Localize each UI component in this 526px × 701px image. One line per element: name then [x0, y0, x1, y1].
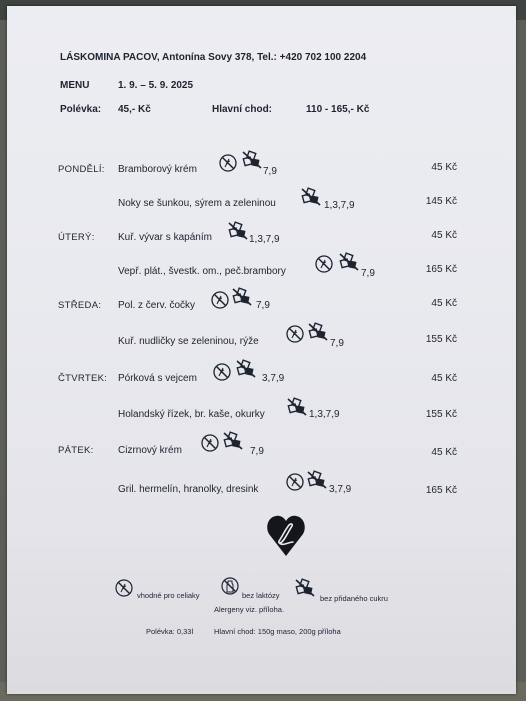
allergens: 7,9 — [361, 268, 375, 279]
soup-label: Polévka: — [60, 104, 102, 115]
lactose-free-icon — [220, 576, 240, 596]
day-label-tuesday: ÚTERÝ: — [58, 232, 95, 243]
gluten-free-icon — [212, 362, 232, 382]
dish-name: Bramborový krém — [118, 164, 197, 175]
day-label-wednesday: STŘEDA: — [58, 300, 102, 311]
gluten-free-icon — [285, 472, 305, 492]
dish-price: 45 Kč — [431, 162, 457, 173]
dish-price: 165 Kč — [425, 264, 457, 275]
gluten-free-icon — [285, 324, 305, 344]
sugar-free-icon — [294, 578, 316, 598]
legend-lactose-label: bez laktózy — [242, 591, 280, 600]
allergens: 7,9 — [263, 166, 277, 177]
sugar-free-icon — [231, 287, 253, 307]
menu-label: MENU — [60, 80, 90, 91]
heart-logo-icon — [266, 512, 306, 558]
dish-price: 45 Kč — [431, 230, 457, 241]
gluten-free-icon — [200, 433, 220, 453]
dish-name: Vepř. plát., švestk. om., peč.brambory — [118, 266, 286, 277]
dish-name: Pórková s vejcem — [118, 373, 197, 384]
dish-price: 155 Kč — [425, 334, 457, 345]
day-label-thursday: ČTVRTEK: — [58, 373, 108, 384]
sugar-free-icon — [222, 431, 244, 451]
gluten-free-icon — [218, 153, 238, 173]
legend-celiac-label: vhodné pro celiaky — [137, 591, 200, 600]
day-label-monday: PONDĚLÍ: — [58, 164, 105, 175]
allergens: 7,9 — [256, 300, 270, 311]
restaurant-header: LÁSKOMINA PACOV, Antonína Sovy 378, Tel.: +420 702 100 2204 — [60, 52, 367, 63]
allergens: 1,3,7,9 — [249, 234, 280, 245]
dish-price: 45 Kč — [431, 298, 457, 309]
dish-name: Gril. hermelín, hranolky, dresink — [118, 484, 259, 495]
allergens: 7,9 — [330, 338, 344, 349]
allergens: 1,3,7,9 — [309, 409, 340, 420]
main-course-price: 110 - 165,- Kč — [306, 104, 370, 115]
dish-price: 145 Kč — [425, 196, 457, 207]
allergens: 7,9 — [250, 446, 264, 457]
dish-name: Kuř. nudličky se zeleninou, rýže — [118, 336, 259, 347]
sugar-free-icon — [338, 252, 360, 272]
soup-portion: Polévka: 0,33l — [146, 627, 194, 636]
allergens: 3,7,9 — [262, 373, 285, 384]
date-range: 1. 9. – 5. 9. 2025 — [118, 80, 194, 91]
allergens-note: Alergeny viz. příloha. — [214, 605, 285, 614]
sugar-free-icon — [241, 150, 263, 170]
dish-name: Cizrnový krém — [118, 445, 182, 456]
sugar-free-icon — [300, 187, 322, 207]
gluten-free-icon — [210, 290, 230, 310]
soup-price: 45,- Kč — [118, 104, 151, 115]
dish-price: 155 Kč — [425, 409, 457, 420]
legend-sugar-label: bez přidaného cukru — [320, 594, 388, 603]
allergens: 3,7,9 — [329, 484, 352, 495]
sugar-free-icon — [306, 470, 328, 490]
day-label-friday: PÁTEK: — [58, 445, 94, 456]
dish-price: 45 Kč — [431, 373, 457, 384]
dish-name: Pol. z červ. čočky — [118, 300, 196, 311]
main-portion: Hlavní chod: 150g maso, 200g příloha — [214, 627, 341, 636]
sugar-free-icon — [307, 322, 329, 342]
dish-name: Holandský řízek, br. kaše, okurky — [118, 409, 265, 420]
main-course-label: Hlavní chod: — [212, 104, 273, 115]
dish-name: Kuř. vývar s kapáním — [118, 232, 212, 243]
allergens: 1,3,7,9 — [324, 200, 355, 211]
sugar-free-icon — [227, 221, 249, 241]
gluten-free-icon — [114, 578, 134, 598]
sugar-free-icon — [286, 397, 308, 417]
dish-price: 45 Kč — [431, 447, 457, 458]
sugar-free-icon — [235, 359, 257, 379]
dish-price: 165 Kč — [425, 485, 457, 496]
dish-name: Noky se šunkou, sýrem a zeleninou — [118, 198, 276, 209]
gluten-free-icon — [314, 254, 334, 274]
